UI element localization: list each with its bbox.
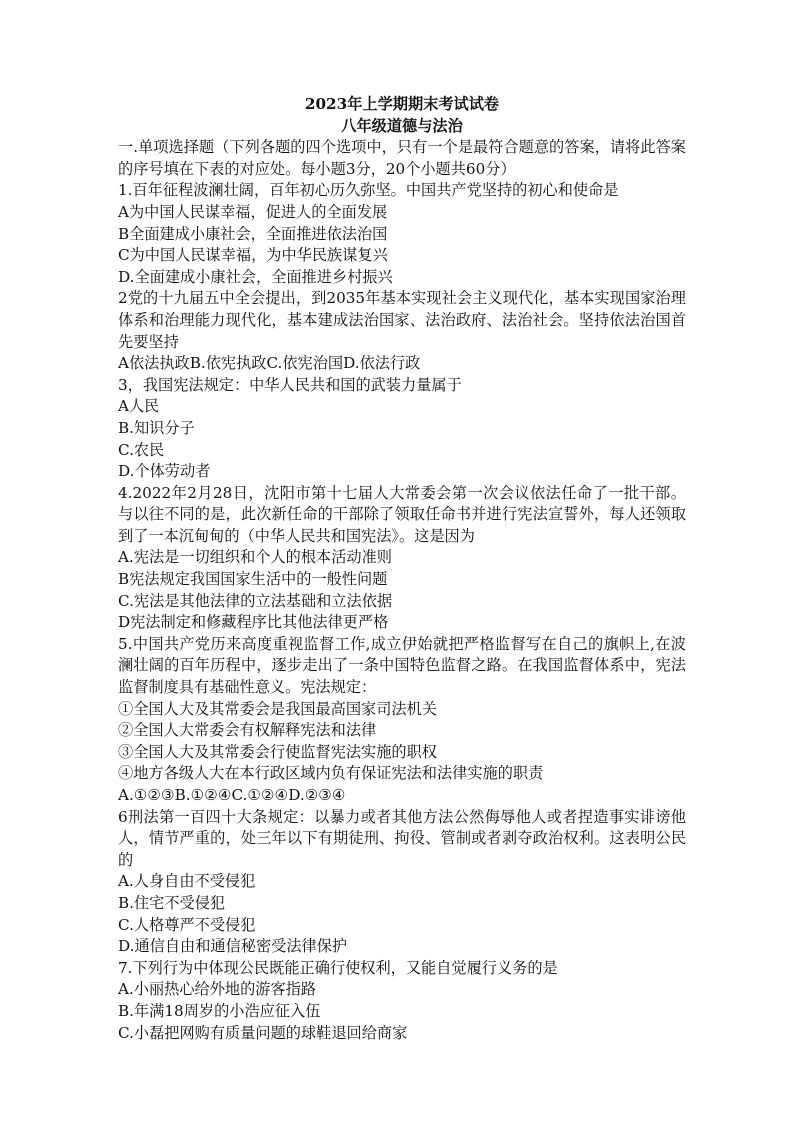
question-stem: 2党的十九届五中全会提出，到2035年基本实现社会主义现代化，基本实现国家治理体系和治理能力现代化，基本建成法治国家、法治政府、法治社会。坚持依法治国首先要坚持 — [118, 289, 686, 351]
exam-page — [118, 94, 686, 1044]
option-d: D.个体劳动者 — [118, 462, 211, 481]
question-6 — [118, 807, 686, 958]
question-stem: 5.中国共产党历来高度重视监督工作,成立伊始就把严格监督写在自己的旗帜上,在波澜壮阔的百年历程中，逐步走出了一条中国特色监督之路。在我国监督体系中，宪法监督制度具有基础性意义。宪法规定： — [118, 634, 686, 697]
question-5 — [118, 634, 686, 807]
options-inline: A.①②③B.①②④C.①②④D.②③④ — [118, 786, 346, 804]
option-a: A.人身自由不受侵犯 — [118, 872, 256, 891]
option-c: C为中国人民谋幸福，为中华民族谋复兴 — [118, 246, 388, 265]
option-b: B.年满18周岁的小浩应征入伍 — [118, 1001, 321, 1020]
question-stem: 3，我国宪法规定：中华人民共和国的武装力量属于 — [118, 375, 462, 394]
option-c: C.小磊把网购有质量问题的球鞋退回给商家 — [118, 1023, 408, 1042]
question-stem: 1.百年征程波澜壮阔，百年初心历久弥坚。中国共产党坚持的初心和使命是 — [118, 181, 619, 200]
question-2 — [118, 288, 686, 374]
question-7 — [118, 958, 686, 1044]
option-b: B.住宅不受侵犯 — [118, 893, 226, 912]
question-stem: 4.2022年2月28日，沈阳市第十七届人大常委会第一次会议依法任命了一批干部。与以往不同的是，此次新任命的干部除了领取任命书并进行宪法宣誓外，每人还领取到了一本沉甸甸的（中华人民共和国宪法》。这是因为 — [118, 483, 686, 545]
question-3 — [118, 375, 686, 483]
option-a: A.宪法是一切组织和个人的根本活动准则 — [118, 548, 392, 567]
option-b: B宪法规定我国国家生活中的一般性问题 — [118, 570, 388, 589]
option-c: C.农民 — [118, 440, 165, 459]
exam-subtitle: 八年级道德与法治 — [341, 116, 463, 135]
statement-3: ③全国人大及其常委会行使监督宪法实施的职权 — [118, 742, 437, 761]
option-a: A人民 — [118, 397, 160, 416]
statement-1: ①全国人大及其常委会是我国最高国家司法机关 — [118, 699, 437, 718]
question-1 — [118, 180, 686, 288]
question-stem: 7.下列行为中体现公民既能正确行使权利，又能自觉履行义务的是 — [118, 958, 558, 977]
question-4 — [118, 483, 686, 634]
option-d: D.全面建成小康社会，全面推进乡村振兴 — [118, 267, 393, 286]
statement-4: ④地方各级人大在本行政区域内负有保证宪法和法律实施的职责 — [118, 764, 544, 783]
option-a: A为中国人民谋幸福，促进人的全面发展 — [118, 202, 388, 221]
statement-2: ②全国人大常委会有权解释宪法和法律 — [118, 721, 377, 740]
option-b: B全面建成小康社会，全面推进依法治国 — [118, 224, 388, 243]
question-stem: 6刑法第一百四十大条规定：以暴力或者其他方法公然侮辱他人或者捏造事实诽谤他人，情节严重的，处三年以下有期徒刑、拘役、管制或者剥夺政治权利。这表明公民的 — [118, 807, 686, 869]
option-a: A.小丽热心给外地的游客指路 — [118, 980, 317, 999]
option-b: B.知识分子 — [118, 418, 195, 437]
exam-title: 2023年上学期期末考试试卷 — [304, 95, 500, 113]
option-c: C.宪法是其他法律的立法基础和立法依据 — [118, 591, 393, 610]
option-d: D.通信自由和通信秘密受法律保护 — [118, 937, 348, 956]
option-c: C.人格尊严不受侵犯 — [118, 915, 256, 934]
option-d: D宪法制定和修藏程序比其他法律更严格 — [118, 613, 389, 632]
options-inline: A依法执政B.依宪执政C.依宪治国D.依法行政 — [118, 354, 421, 373]
section-heading: 一.单项选择题（下列各题的四个选项中，只有一个是最符合题意的答案，请将此答案的序号填在下表的对应处。每小题3分，20个小题共60分） — [118, 138, 686, 178]
